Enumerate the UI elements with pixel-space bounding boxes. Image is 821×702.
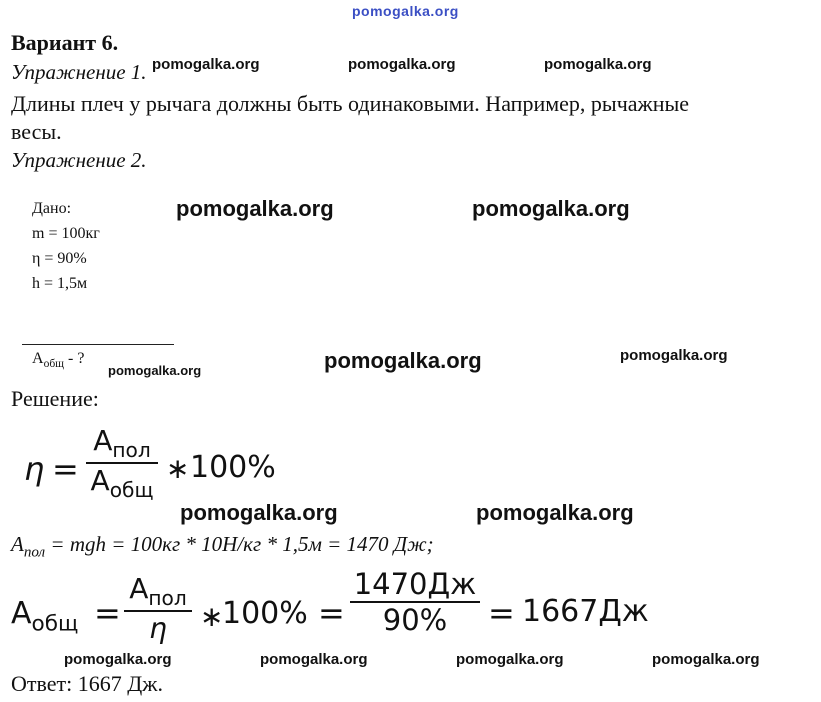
watermark: pomogalka.org	[652, 651, 760, 668]
variant-heading: Вариант 6.	[11, 30, 119, 55]
formula2-lhs: $А_{общ}$	[11, 596, 79, 637]
watermark: pomogalka.org	[176, 196, 334, 221]
watermark: pomogalka.org	[472, 196, 630, 221]
watermark: pomogalka.org	[152, 56, 260, 73]
watermark: pomogalka.org	[456, 651, 564, 668]
given-mass: m = 100кг	[32, 225, 100, 242]
exercise1-text-line2: весы.	[11, 119, 62, 144]
watermark: pomogalka.org	[324, 348, 482, 373]
formula1-fraction	[86, 424, 158, 502]
given-label: Дано:	[32, 200, 72, 217]
watermark: pomogalka.org	[620, 347, 728, 364]
formula1-percent: 100%	[190, 450, 276, 485]
exercise2-title: Упражнение 2.	[11, 148, 147, 172]
formula1-times: ∗	[166, 452, 190, 485]
watermark-top: pomogalka.org	[352, 3, 459, 19]
formula2-times: ∗	[200, 600, 224, 633]
formula2-numerator2: 1470Дж	[353, 567, 477, 601]
solution-label: Решение:	[11, 386, 99, 411]
given-efficiency: η = 90%	[32, 250, 87, 267]
watermark: pomogalka.org	[260, 651, 368, 668]
formula2-fraction2	[350, 567, 480, 637]
formula2-equals1: =	[94, 594, 121, 632]
watermark: pomogalka.org	[476, 500, 634, 525]
formula1-numerator: $А_{пол}$	[93, 424, 151, 463]
given-block	[32, 196, 100, 296]
watermark: pomogalka.org	[64, 651, 172, 668]
formula2-denominator1: η	[149, 612, 167, 646]
formula2-result: 1667Дж	[522, 594, 649, 629]
formula1-denominator: $А_{общ}$	[90, 464, 154, 503]
watermark: pomogalka.org	[348, 56, 456, 73]
exercise1-text-line1: Длины плеч у рычага должны быть одинаковыми. Например, рычажные	[11, 91, 690, 116]
formula1-eta: η	[24, 450, 45, 488]
find-line: $А_{общ}$ - ?	[32, 350, 85, 371]
formula2-equals3: =	[488, 594, 515, 632]
formula2-fraction1	[124, 572, 192, 645]
given-height: h = 1,5м	[32, 275, 88, 292]
watermark: pomogalka.org	[180, 500, 338, 525]
calc-line: $А_{пол}$ = mgh = 100кг * 10Н/кг * 1,5м = 1470 Дж;	[11, 532, 434, 561]
exercise1-title: Упражнение 1.	[11, 60, 147, 84]
given-divider	[22, 344, 174, 345]
formula2-denominator2: 90%	[382, 603, 448, 637]
formula1-equals: =	[52, 450, 79, 488]
watermark: pomogalka.org	[108, 363, 202, 378]
answer: Ответ: 1667 Дж.	[11, 671, 163, 696]
formula2-numerator1: $А_{пол}$	[129, 572, 187, 611]
formula2-percent: 100%	[222, 596, 308, 631]
watermark: pomogalka.org	[544, 56, 652, 73]
formula2-equals2: =	[318, 594, 345, 632]
